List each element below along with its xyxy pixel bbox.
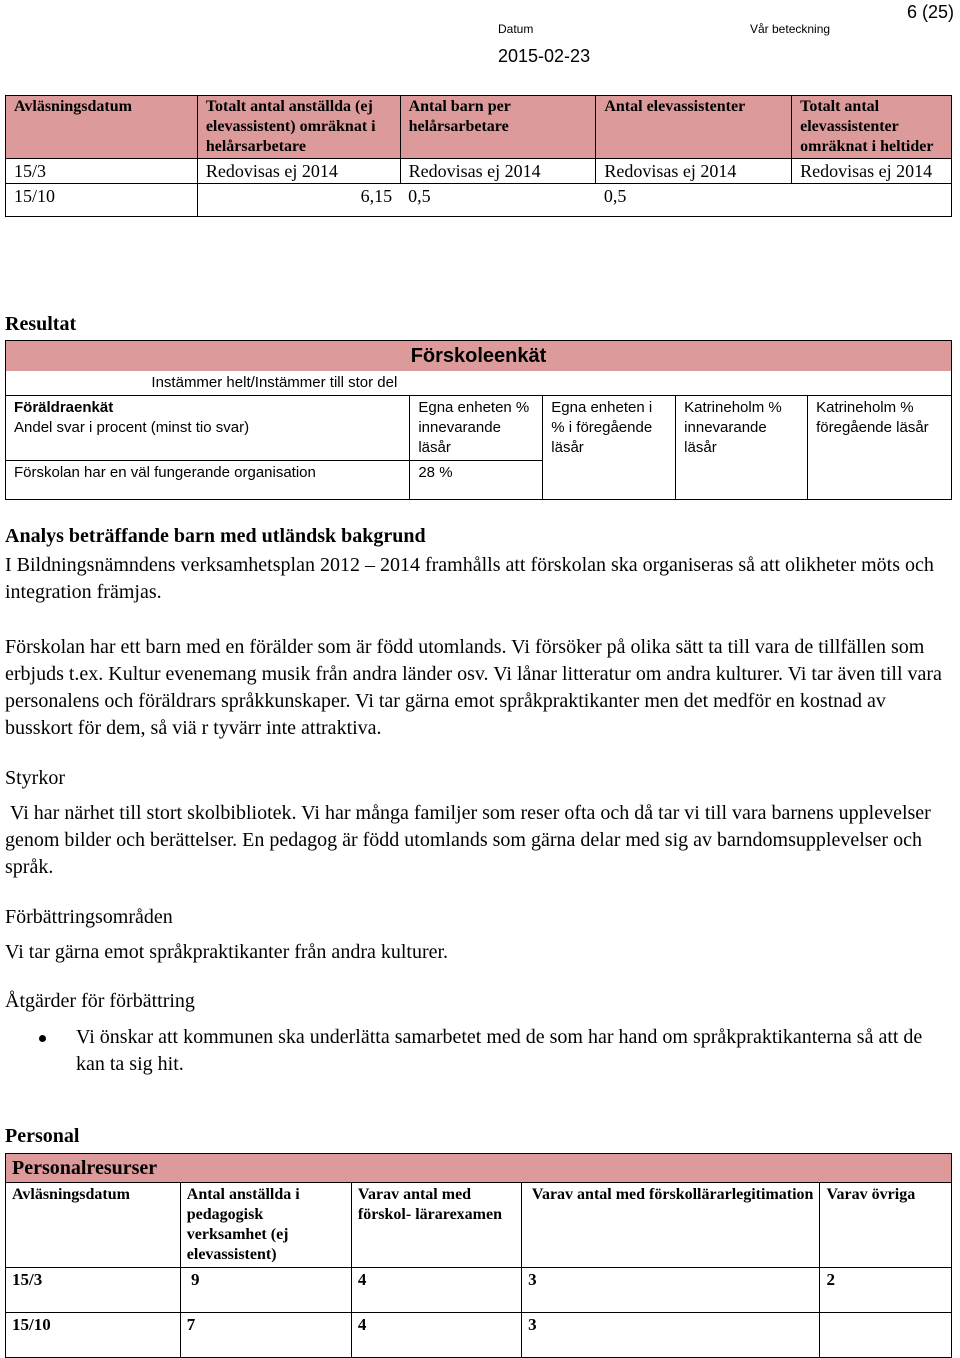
personnel-header-cell: Varav antal med förskol- lärarexamen — [351, 1183, 521, 1268]
staffing-cell: 6,15 — [197, 184, 400, 217]
personnel-cell: 4 — [351, 1313, 521, 1358]
staffing-cell: Redovisas ej 2014 — [792, 159, 952, 184]
survey-title-row — [6, 341, 952, 372]
survey-col-header: Egna enheten i % i föregående läsår — [543, 396, 676, 500]
staffing-header-cell: Antal barn per helårsarbetare — [400, 96, 596, 159]
staffing-header-cell: Totalt antal elevassistenter omräknat i heltider — [792, 96, 952, 159]
personnel-cell: 4 — [351, 1268, 521, 1313]
staffing-cell: 15/3 — [6, 159, 198, 184]
personnel-cell: 15/10 — [6, 1313, 181, 1358]
date-label: Datum — [498, 22, 534, 36]
staffing-cell: 15/10 — [6, 184, 198, 217]
personnel-header-cell: Varav antal med förskollärarlegitimation — [522, 1183, 820, 1268]
document-date: 2015-02-23 — [498, 46, 591, 66]
atgarder-heading: Åtgärder för förbättring — [5, 990, 195, 1012]
staffing-header-cell: Totalt antal anställda (ej elevassistent) omräknat i helårsarbetare — [197, 96, 400, 159]
survey-row-label-sub: Andel svar i procent (minst tio svar) — [14, 419, 250, 436]
personnel-row — [6, 1313, 952, 1358]
survey-col-header: Katrineholm % innevarande läsår — [676, 396, 808, 500]
staffing-cell — [792, 184, 952, 217]
staffing-table — [5, 95, 952, 217]
reference-label: Vår beteckning — [750, 22, 831, 36]
staffing-table-header-row — [6, 96, 952, 159]
analys-paragraph-1: I Bildningsnämndens verksamhetsplan 2012 – 2014 framhålls att förskolan ska organiseras så att olikheter möts och integration främjas. — [5, 554, 934, 603]
survey-row-label — [6, 396, 410, 461]
survey-title: Förskoleenkät — [6, 341, 952, 372]
personnel-header-row — [6, 1183, 952, 1268]
staffing-table-row — [6, 159, 952, 184]
personnel-cell: 7 — [180, 1313, 351, 1358]
staffing-header-cell: Avläsningsdatum — [6, 96, 198, 159]
staffing-cell: 0,5 — [596, 184, 792, 217]
analys-paragraph-2: Förskolan har ett barn med en förälder som är född utomlands. Vi försöker på olika sätt ta till vara de tillfällen som erbjuds t.ex. Kultur evenemang musik från andra länder osv. Vi lånar litteratur om andra kulturer. Vi tar även till vara personalens och föräldrars språkkunskaper. Vi tar gärna emot språkpraktikanter men det medför en kostnad av busskort för dem, så viä r tyvärr inte attraktiva. — [5, 636, 942, 739]
bullet-icon — [39, 1035, 46, 1042]
survey-table — [5, 340, 952, 500]
staffing-cell: Redovisas ej 2014 — [596, 159, 792, 184]
survey-value: 28 % — [410, 461, 543, 500]
survey-row-label-title: Föräldraenkät — [14, 399, 114, 416]
staffing-header-cell: Antal elevassistenter — [596, 96, 792, 159]
atgarder-bullet — [5, 1024, 950, 1078]
atgarder-bullet-text: Vi önskar att kommunen ska underlätta samarbetet med de som har hand om språkpraktikanterna så att de kan ta sig hit. — [76, 1026, 923, 1075]
resultat-heading: Resultat — [5, 313, 77, 335]
styrkor-text: Vi har närhet till stort skolbibliotek. Vi har många familjer som reser ofta och då tar vi till vara barnens upplevelser genom bilder och berättelser. En pedagog är född utomlands som gärna delar med sig av barndomsupplevelser och språk. — [5, 802, 936, 878]
personal-heading: Personal — [5, 1125, 80, 1147]
personnel-cell: 15/3 — [6, 1268, 181, 1313]
personnel-header-cell: Avläsningsdatum — [6, 1183, 181, 1268]
survey-header-row — [6, 396, 952, 461]
staffing-table-row — [6, 184, 952, 217]
personnel-cell — [820, 1313, 952, 1358]
personnel-row — [6, 1268, 952, 1313]
survey-col-header: Katrineholm % föregående läsår — [808, 396, 952, 500]
survey-subtitle: Instämmer helt/Instämmer till stor del — [6, 371, 543, 396]
personnel-table-title: Personalresurser — [6, 1154, 952, 1183]
analys-heading: Analys beträffande barn med utländsk bakgrund — [5, 525, 426, 547]
personnel-header-cell: Varav övriga — [820, 1183, 952, 1268]
personnel-cell: 9 — [180, 1268, 351, 1313]
personnel-cell: 3 — [522, 1268, 820, 1313]
personnel-title-row — [6, 1154, 952, 1183]
staffing-cell: Redovisas ej 2014 — [197, 159, 400, 184]
staffing-cell: 0,5 — [400, 184, 596, 217]
personnel-cell: 3 — [522, 1313, 820, 1358]
staffing-cell: Redovisas ej 2014 — [400, 159, 596, 184]
survey-question: Förskolan har en väl fungerande organisation — [6, 461, 410, 500]
personnel-header-cell: Antal anställda i pedagogisk verksamhet (ej elevassistent) — [180, 1183, 351, 1268]
survey-col-header: Egna enheten % innevarande läsår — [410, 396, 543, 461]
forbattring-heading: Förbättringsområden — [5, 906, 173, 928]
survey-subtitle-spacer — [543, 371, 952, 396]
personnel-table — [5, 1153, 952, 1358]
survey-subtitle-row — [6, 371, 952, 396]
forbattring-text: Vi tar gärna emot språkpraktikanter från andra kulturer. — [5, 941, 449, 963]
personnel-cell: 2 — [820, 1268, 952, 1313]
styrkor-heading: Styrkor — [5, 767, 65, 789]
page-number: 6 (25) — [906, 2, 954, 22]
